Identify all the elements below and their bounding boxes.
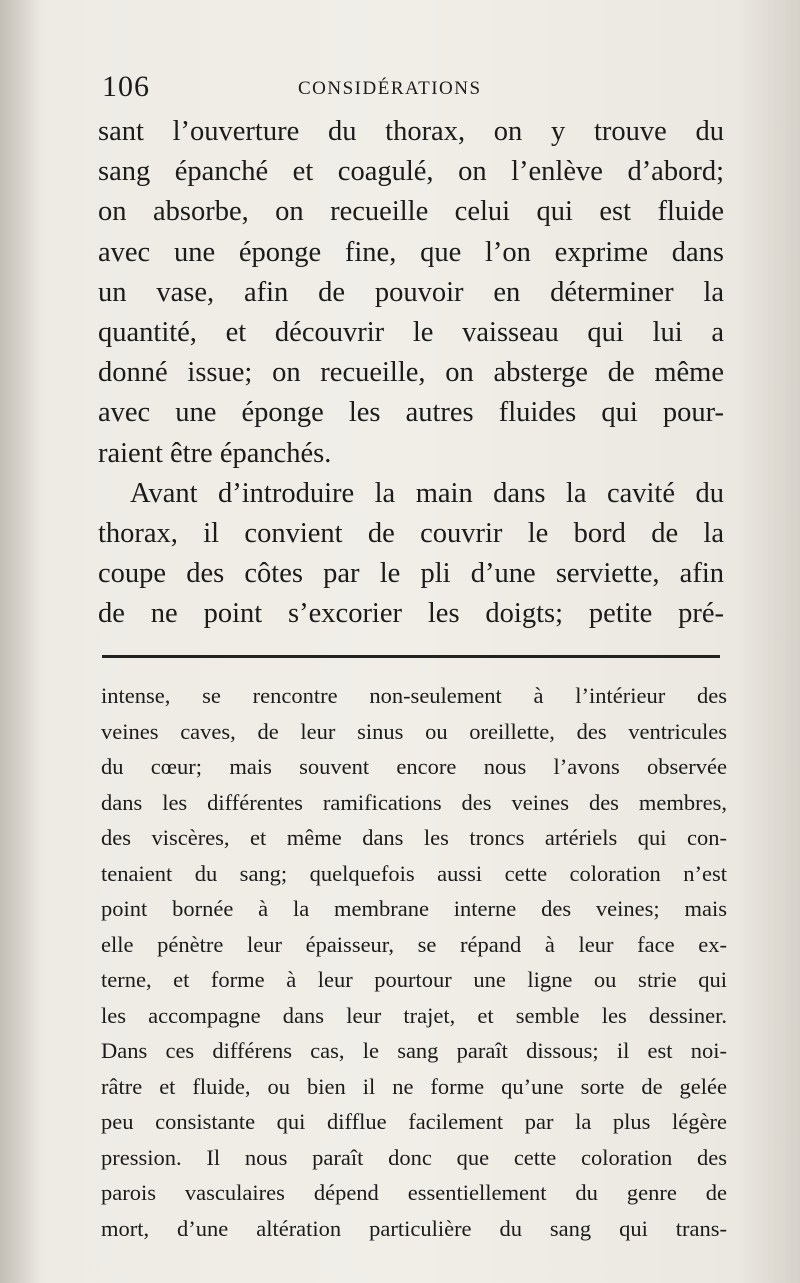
footnote-line: point bornée à la membrane interne des veines; mais [101,896,727,921]
footnote-line: mort, d’une altération particulière du sang qui trans- [101,1215,727,1241]
main-text [98,112,724,635]
footnote-line: veines caves, de leur sinus ou oreillette, des ventricules [101,718,727,744]
text-line: quantité, et découvrir le vaisseau qui lui a [98,317,724,349]
footnote-line: tenaient du sang; quelquefois aussi cette coloration n’est [101,860,727,886]
footnote-line: peu consistante qui difflue facilement par la plus légère [101,1109,727,1134]
footnote-line: du cœur; mais souvent encore nous l’avons observée [101,754,727,779]
footnote-line: pression. Il nous paraît donc que cette coloration des [101,1144,727,1170]
footnote-line: des viscères, et même dans les troncs artériels qui con- [101,825,727,850]
footnote [101,678,727,1246]
footnote-line: intense, se rencontre non-seulement à l’intérieur des [101,683,727,708]
text-line: on absorbe, on recueille celui qui est fluide [98,196,724,228]
running-head: CONSIDÉRATIONS [298,78,482,99]
footnote-line: terne, et forme à leur pourtour une ligne ou strie qui [101,967,727,992]
page-header [96,70,720,106]
footnote-line: Dans ces différens cas, le sang paraît dissous; il est noi- [101,1038,727,1063]
text-line: thorax, il convient de couvrir le bord de la [98,518,724,550]
text-line: donné issue; on recueille, on absterge de même [98,357,724,389]
text-line: avec une éponge les autres fluides qui pour- [98,397,724,429]
text-line: un vase, afin de pouvoir en déterminer la [98,276,724,308]
footnote-line: elle pénètre leur épaisseur, se répand à leur face ex- [101,931,727,957]
text-line: de ne point s’excorier les doigts; petite pré- [98,598,724,630]
text-line: sang épanché et coagulé, on l’enlève d’abord; [98,156,724,188]
text-line: Avant d’introduire la main dans la cavité du [130,477,724,509]
text-line: avec une éponge fine, que l’on exprime dans [98,236,724,268]
page-number: 106 [102,70,150,103]
footnote-line: les accompagne dans leur trajet, et semble les dessiner. [101,1002,727,1028]
footnote-line: dans les différentes ramifications des veines des membres, [101,789,727,815]
page-edge-shadow [0,0,40,1283]
text-line: raient être épanchés. [98,437,332,469]
footnote-line: parois vasculaires dépend essentiellement du genre de [101,1180,727,1205]
footnote-separator-rule [102,655,720,658]
footnote-line: râtre et fluide, ou bien il ne forme qu’une sorte de gelée [101,1073,727,1099]
text-line: coupe des côtes par le pli d’une serviette, afin [98,558,724,590]
text-line: sant l’ouverture du thorax, on y trouve du [98,116,724,147]
